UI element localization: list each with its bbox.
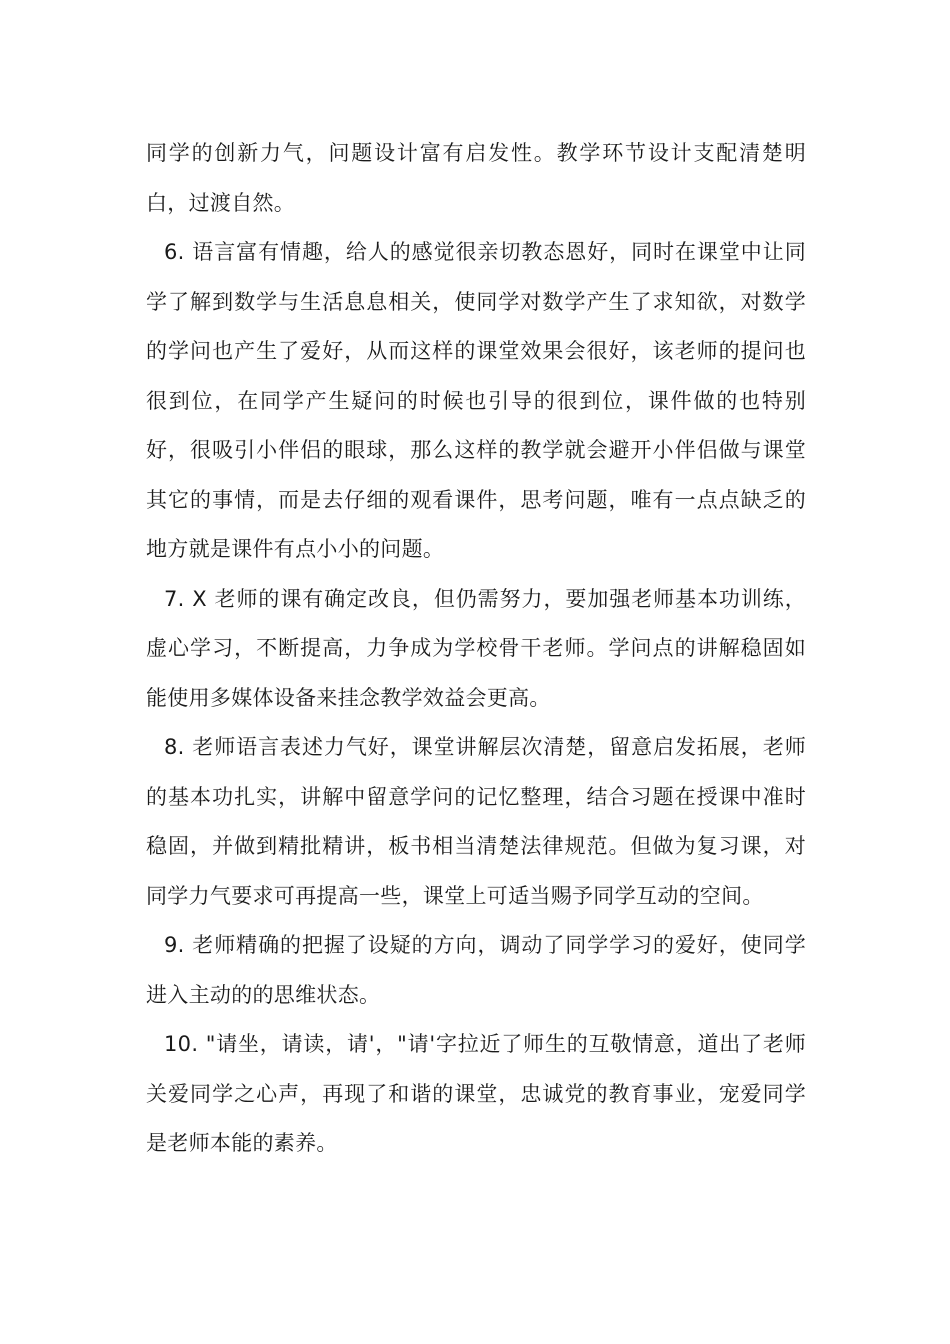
paragraph-continuation: 同学的创新力气，问题设计富有启发性。教学环节设计支配清楚明白，过渡自然。 <box>146 141 806 215</box>
paragraph-item-7: 7. X 老师的课有确定改良，但仍需努力，要加强老师基本功训练，虚心学习，不断提高，力争成为学校骨干老师。学问点的讲解稳固如能使用多媒体设备来挂念教学效益会更高。 <box>146 586 806 710</box>
document-body <box>146 129 806 1169</box>
paragraph-item-8: 8. 老师语言表述力气好，课堂讲解层次清楚，留意启发拓展，老师的基本功扎实，讲解中留意学问的记忆整理，结合习题在授课中准时稳固，并做到精批精讲，板书相当清楚法律规范。但做为复习课，对同学力气要求可再提高一些，课堂上可适当赐予同学互动的空间。 <box>146 735 806 908</box>
paragraph-item-6: 6. 语言富有情趣，给人的感觉很亲切教态恩好，同时在课堂中让同学了解到数学与生活息息相关，使同学对数学产生了求知欲，对数学的学问也产生了爱好，从而这样的课堂效果会很好，该老师的提问也很到位，在同学产生疑问的时候也引导的很到位，课件做的也特别好，很吸引小伴侣的眼球，那么这样的教学就会避开小伴侣做与课堂其它的事情，而是去仔细的观看课件，思考问题，唯有一点点缺乏的地方就是课件有点小小的问题。 <box>146 240 806 561</box>
paragraph-item-9: 9. 老师精确的把握了设疑的方向，调动了同学学习的爱好，使同学进入主动的的思维状态。 <box>146 933 806 1007</box>
paragraph-item-10: 10. "请坐，请读，请'，"请'字拉近了师生的互敬情意，道出了老师关爱同学之心声，再现了和谐的课堂，忠诚党的教育事业，宠爱同学是老师本能的素养。 <box>146 1032 806 1155</box>
